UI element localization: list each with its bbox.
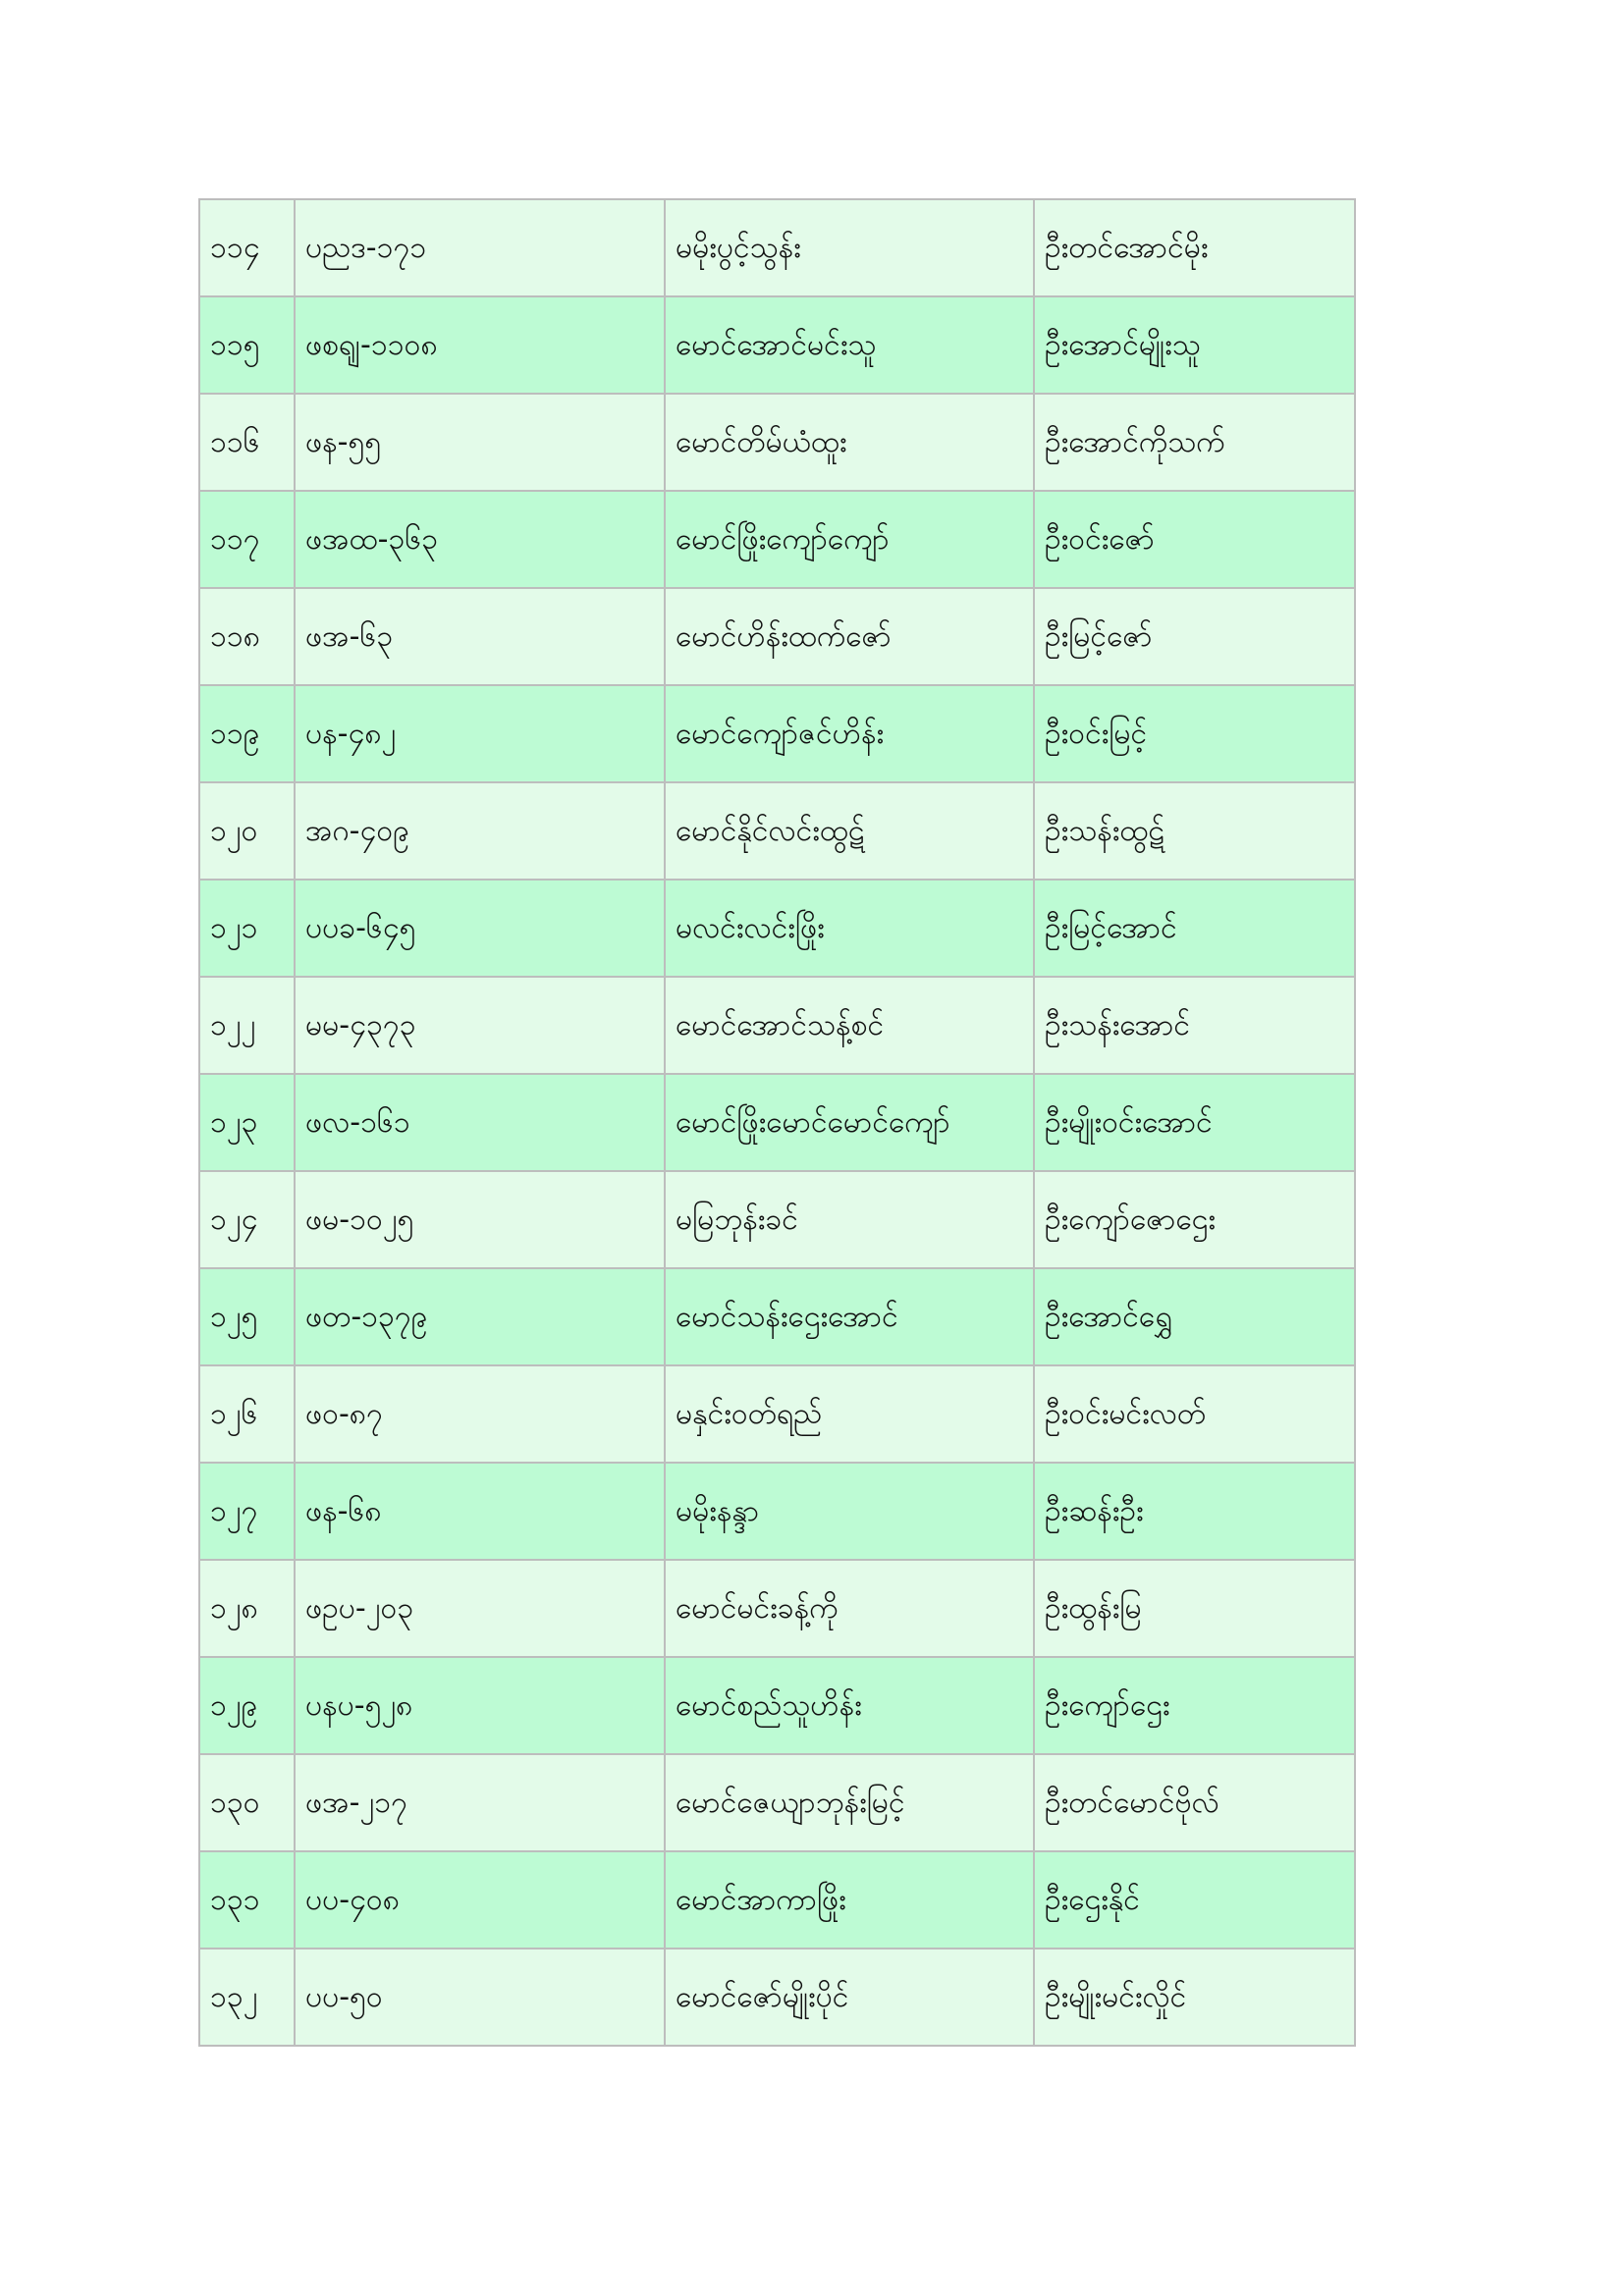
person-name-cell: မမိုးပွင့်သွန်း — [665, 199, 1034, 296]
document-table-container — [198, 198, 1354, 2047]
father-name-cell: ဦးဝင်းဇော် — [1034, 491, 1355, 588]
row-number-cell: ၁၂၃ — [199, 1074, 295, 1171]
row-number-cell: ၁၁၇ — [199, 491, 295, 588]
table-row — [199, 1949, 1355, 2046]
person-name-cell: မောင်ဇေယျာဘုန်းမြင့် — [665, 1754, 1034, 1851]
id-code-cell: ဖအထ-၃၆၃ — [295, 491, 665, 588]
person-name-cell: မောင်ဖြိုးမောင်မောင်ကျော် — [665, 1074, 1034, 1171]
id-code-cell: ပနပ-၅၂၈ — [295, 1657, 665, 1754]
row-number-cell: ၁၂၂ — [199, 977, 295, 1074]
id-code-cell: ဖန-၆၈ — [295, 1463, 665, 1560]
id-code-cell: ပညဒ-၁၇၁ — [295, 199, 665, 296]
person-name-cell: မောင်ဟိန်းထက်ဇော် — [665, 588, 1034, 685]
id-code-cell: ပပခ-၆၄၅ — [295, 880, 665, 977]
table-row — [199, 880, 1355, 977]
table-row — [199, 1754, 1355, 1851]
person-name-cell: မောင်အာကာဖြိုး — [665, 1851, 1034, 1949]
id-code-cell: ဖဝ-၈၇ — [295, 1365, 665, 1463]
row-number-cell: ၁၁၄ — [199, 199, 295, 296]
row-number-cell: ၁၁၈ — [199, 588, 295, 685]
person-name-cell: မနှင်းဝတ်ရည် — [665, 1365, 1034, 1463]
father-name-cell: ဦးအောင်ကိုသက် — [1034, 394, 1355, 491]
id-code-cell: ဖစရျ-၁၁၀၈ — [295, 296, 665, 394]
table-row — [199, 1657, 1355, 1754]
roster-table — [198, 198, 1356, 2047]
table-row — [199, 491, 1355, 588]
id-code-cell: ပပ-၅၀ — [295, 1949, 665, 2046]
table-row — [199, 977, 1355, 1074]
table-row — [199, 588, 1355, 685]
row-number-cell: ၁၁၆ — [199, 394, 295, 491]
table-row — [199, 782, 1355, 880]
person-name-cell: မောင်နိုင်လင်းထွဋ် — [665, 782, 1034, 880]
id-code-cell: မမ-၄၃၇၃ — [295, 977, 665, 1074]
id-code-cell: ဖမ-၁၀၂၅ — [295, 1171, 665, 1268]
id-code-cell: အဂ-၄၀၉ — [295, 782, 665, 880]
table-row — [199, 1560, 1355, 1657]
row-number-cell: ၁၁၉ — [199, 685, 295, 782]
id-code-cell: ပန-၄၈၂ — [295, 685, 665, 782]
row-number-cell: ၁၂၈ — [199, 1560, 295, 1657]
id-code-cell: ဖတ-၁၃၇၉ — [295, 1268, 665, 1365]
person-name-cell: မောင်အောင်သန့်စင် — [665, 977, 1034, 1074]
person-name-cell: မလင်းလင်းဖြိုး — [665, 880, 1034, 977]
row-number-cell: ၁၂၅ — [199, 1268, 295, 1365]
table-row — [199, 1463, 1355, 1560]
table-row — [199, 296, 1355, 394]
father-name-cell: ဦးမြင့်ဇော် — [1034, 588, 1355, 685]
person-name-cell: မောင်ဖြိုးကျော်ကျော် — [665, 491, 1034, 588]
father-name-cell: ဦးမျိုးဝင်းအောင် — [1034, 1074, 1355, 1171]
table-row — [199, 685, 1355, 782]
person-name-cell: မောင်အောင်မင်းသူ — [665, 296, 1034, 394]
id-code-cell: ဖအ-၆၃ — [295, 588, 665, 685]
table-row — [199, 1074, 1355, 1171]
person-name-cell: မောင်တိမ်ယံထူး — [665, 394, 1034, 491]
row-number-cell: ၁၁၅ — [199, 296, 295, 394]
table-row — [199, 199, 1355, 296]
person-name-cell: မောင်ဇော်မျိုးပိုင် — [665, 1949, 1034, 2046]
person-name-cell: မောင်ကျော်ဇင်ဟိန်း — [665, 685, 1034, 782]
row-number-cell: ၁၂၀ — [199, 782, 295, 880]
table-row — [199, 1851, 1355, 1949]
father-name-cell: ဦးကျော်ဌေး — [1034, 1657, 1355, 1754]
father-name-cell: ဦးတင်အောင်မိုး — [1034, 199, 1355, 296]
id-code-cell: ဖအ-၂၁၇ — [295, 1754, 665, 1851]
row-number-cell: ၁၃၂ — [199, 1949, 295, 2046]
father-name-cell: ဦးထွန်းမြ — [1034, 1560, 1355, 1657]
row-number-cell: ၁၃၁ — [199, 1851, 295, 1949]
id-code-cell: ဖဥပ-၂၀၃ — [295, 1560, 665, 1657]
father-name-cell: ဦးဝင်းမင်းလတ် — [1034, 1365, 1355, 1463]
father-name-cell: ဦးဆန်းဦး — [1034, 1463, 1355, 1560]
person-name-cell: မောင်သန်းဌေးအောင် — [665, 1268, 1034, 1365]
person-name-cell: မမြဘုန်းခင် — [665, 1171, 1034, 1268]
table-row — [199, 394, 1355, 491]
row-number-cell: ၁၂၆ — [199, 1365, 295, 1463]
row-number-cell: ၁၂၇ — [199, 1463, 295, 1560]
id-code-cell: ပပ-၄၀၈ — [295, 1851, 665, 1949]
row-number-cell: ၁၂၉ — [199, 1657, 295, 1754]
person-name-cell: မောင်မင်းခန့်ကို — [665, 1560, 1034, 1657]
father-name-cell: ဦးအောင်ရွှေ — [1034, 1268, 1355, 1365]
row-number-cell: ၁၃၀ — [199, 1754, 295, 1851]
father-name-cell: ဦးမျိုးမင်းလှိုင် — [1034, 1949, 1355, 2046]
row-number-cell: ၁၂၄ — [199, 1171, 295, 1268]
person-name-cell: မမိုးနန္ဒာ — [665, 1463, 1034, 1560]
father-name-cell: ဦးအောင်မျိုးသူ — [1034, 296, 1355, 394]
table-row — [199, 1365, 1355, 1463]
father-name-cell: ဦးသန်းအောင် — [1034, 977, 1355, 1074]
id-code-cell: ဖလ-၁၆၁ — [295, 1074, 665, 1171]
father-name-cell: ဦးကျော်ဇောဌေး — [1034, 1171, 1355, 1268]
table-row — [199, 1171, 1355, 1268]
father-name-cell: ဦးသန်းထွဋ် — [1034, 782, 1355, 880]
table-row — [199, 1268, 1355, 1365]
father-name-cell: ဦးဝင်းမြင့် — [1034, 685, 1355, 782]
father-name-cell: ဦးတင်မောင်ဗိုလ် — [1034, 1754, 1355, 1851]
row-number-cell: ၁၂၁ — [199, 880, 295, 977]
father-name-cell: ဦးဌေးနိုင် — [1034, 1851, 1355, 1949]
father-name-cell: ဦးမြင့်အောင် — [1034, 880, 1355, 977]
id-code-cell: ဖန-၅၅ — [295, 394, 665, 491]
person-name-cell: မောင်စည်သူဟိန်း — [665, 1657, 1034, 1754]
